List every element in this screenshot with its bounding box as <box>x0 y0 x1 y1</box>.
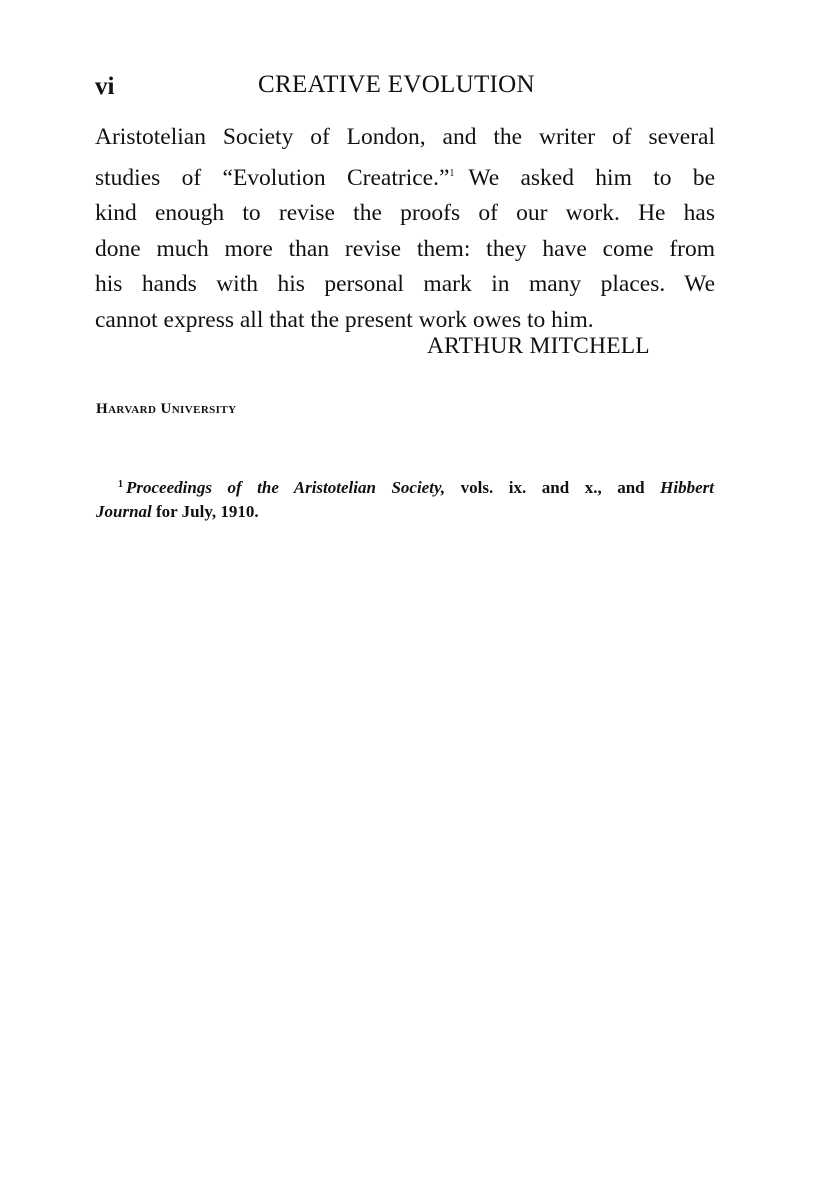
body-line-text: We asked him to be <box>468 164 715 191</box>
footnote-work-title: Hibbert <box>660 478 715 497</box>
body-line: Aristotelian Society of London, and the writer of several <box>95 124 715 150</box>
footnote <box>96 473 714 524</box>
running-title: CREATIVE EVOLUTION <box>258 71 535 98</box>
body-line-text: studies of “Evolution Creatrice.” <box>95 164 450 191</box>
footnote-reference: 1 <box>449 167 455 179</box>
footnote-text: for July, 1910. <box>156 502 259 521</box>
signature: ARTHUR MITCHELL <box>427 333 650 359</box>
body-line: done much more than revise them: they have come from <box>95 235 715 262</box>
affiliation: Harvard University <box>96 401 237 417</box>
footnote-text: vols. ix. and x., and <box>460 478 645 497</box>
body-line: his hands with his personal mark in many places. We <box>95 271 715 297</box>
body-line <box>95 156 715 197</box>
body-line: cannot express all that the present work owes to him. <box>95 306 594 333</box>
footnote-number: 1 <box>118 479 123 490</box>
footnote-work-title: Journal <box>96 502 152 521</box>
body-paragraph <box>95 120 715 338</box>
footnote-line <box>96 473 714 500</box>
body-line: kind enough to revise the proofs of our work. He has <box>95 200 715 226</box>
page-number: vi <box>95 73 115 100</box>
footnote-work-title: Proceedings of the Aristotelian Society, <box>126 478 446 497</box>
footnote-line <box>96 500 714 524</box>
